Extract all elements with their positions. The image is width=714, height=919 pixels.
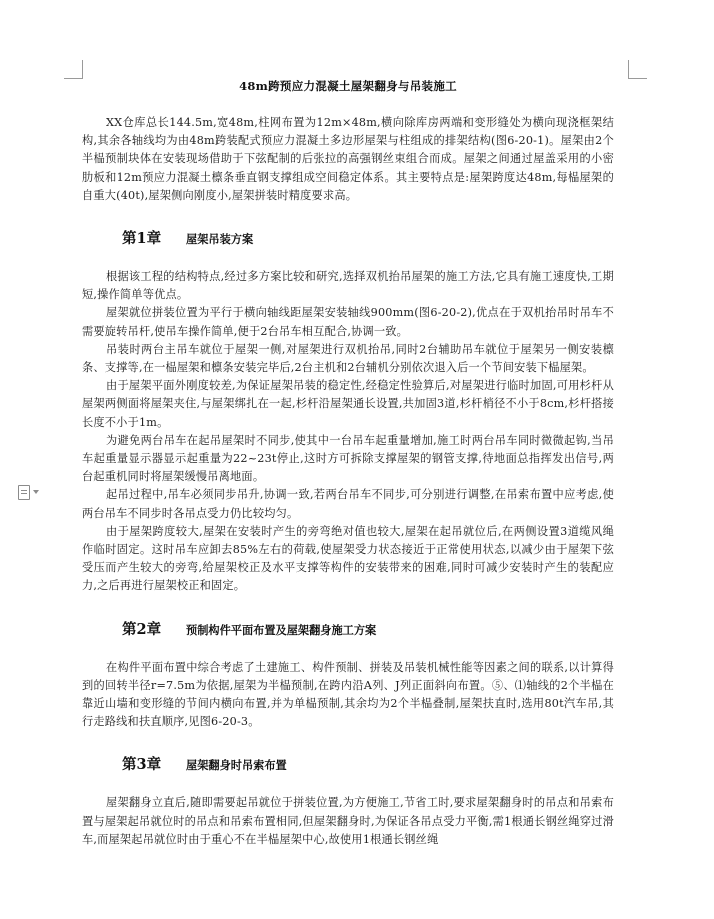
chapter-heading <box>122 618 614 639</box>
body-paragraph: 吊装时两台主吊车就位于屋架一侧,对屋架进行双机抬吊,同时2台辅助吊车就位于屋架另一侧安装檩条、支撑等,在一榀屋架和檩条安装完毕后,2台主机和2台辅机分别依次退入后一个节间安装下榀屋架。 <box>82 342 614 375</box>
body-paragraph: 屋架翻身立直后,随即需要起吊就位于拼装位置,为方便施工,节省工时,要求屋架翻身时的吊点和吊索布置与屋架起吊就位时的吊点和吊索布置相同,但屋架翻身时,为保证各吊点受力平衡,需1根通长钢丝绳穿过滑车,而屋架起吊就位时由于重心不在半榀屋架中心,故使用1根通长钢丝绳 <box>82 796 614 846</box>
document-page <box>82 78 614 849</box>
chapter-title: 屋架翻身时吊索布置 <box>186 758 287 773</box>
chevron-down-icon <box>33 490 39 494</box>
body-paragraph: 起吊过程中,吊车必须同步吊升,协调一致,若两台吊车不同步,可分别进行调整,在吊索布置中应考虑,使两台吊车不同步时各吊点受力仍比较均匀。 <box>82 488 614 520</box>
document-outline-toggle[interactable] <box>18 484 46 500</box>
chapter-title: 屋架吊装方案 <box>186 232 254 247</box>
document-icon <box>18 485 30 500</box>
body-paragraph: 由于屋架平面外刚度较差,为保证屋架吊装的稳定性,经稳定性验算后,对屋架进行临时加固,可用杉杆从屋架两侧面将屋架夹住,与屋架绑扎在一起,杉杆沿屋架通长设置,共加固3道,杉杆梢径不小于8cm,杉杆搭接长度不小于1m。 <box>82 379 614 429</box>
chapter-number: 第1章 <box>122 230 162 248</box>
chapter-number: 第2章 <box>122 620 162 638</box>
page-corner-mark-top-left <box>64 60 83 79</box>
body-paragraph: 在构件平面布置中综合考虑了土建施工、构件预制、拼装及吊装机械性能等因素之间的联系,以计算得到的回转半径r=7.5m为依据,屋架为半榀预制,在跨内沿A列、J列正面斜向布置。⑤、⑴轴线的2个半榀在靠近山墙和变形缝的节间内横向布置,并为单榀预制,其余均为2个半榀叠制,屋架扶直时,选用80t汽车吊,其行走路线和扶直顺序,见图6-20-3。 <box>82 660 614 729</box>
body-paragraph: 由于屋架跨度较大,屋架在安装时产生的旁弯绝对值也较大,屋架在起吊就位后,在两侧设置3道缆风绳作临时固定。这时吊车应卸去85%左右的荷载,使屋架受力状态接近于正常使用状态,以减少由于屋架下弦受压而产生较大的旁弯,给屋架校正及水平支撑等构件的安装带来的困难,同时可减少安装时产生的装配应力,之后再进行屋架校正和固定。 <box>82 524 614 593</box>
chapter-number: 第3章 <box>122 756 162 774</box>
intro-paragraph: XX仓库总长144.5m,宽48m,柱网布置为12m×48m,横向除库房两端和变形缝处为横向现浇框架结构,其余各轴线均为由48m跨装配式预应力混凝土多边形屋架与柱组成的排架结构(图6-20-1)。屋架由2个半榀预制块体在安装现场借助于下弦配制的后张拉的高强钢丝束组合而成。屋架之间通过屋盖采用的小密肋板和12m预应力混凝土檩条垂直钢支撑组成空间稳定体系。其主要特点是:屋架跨度达48m,每榀屋架的自重大(40t),屋架侧向刚度小,屋架拼装时精度要求高。 <box>82 116 614 202</box>
body-paragraph: 为避免两台吊车在起吊屋架时不同步,使其中一台吊车起重量增加,施工时两台吊车同时微微起钩,当吊车起重量显示器显示起重量为22~23t停止,这时方可拆除支撑屋架的钢管支撑,待地面总指挥发出信号,两台起重机同时将屋架缓慢吊离地面。 <box>82 433 614 484</box>
chapter-heading <box>122 753 614 774</box>
document-title: 48m跨预应力混凝土屋架翻身与吊装施工 <box>239 79 457 93</box>
chapter-title: 预制构件平面布置及屋架翻身施工方案 <box>186 622 377 637</box>
body-paragraph: 根据该工程的结构特点,经过多方案比较和研究,选择双机抬吊屋架的施工方法,它具有施工速度快,工期短,操作简单等优点。 <box>82 270 614 302</box>
chapter-heading <box>122 227 614 248</box>
page-corner-mark-top-right <box>628 60 647 79</box>
body-paragraph: 屋架就位拼装位置为平行于横向轴线距屋架安装轴线900mm(图6-20-2),优点在于双机抬吊时吊车不需要旋转吊杆,使吊车操作简单,便于2台吊车相互配合,协调一致。 <box>82 306 614 338</box>
